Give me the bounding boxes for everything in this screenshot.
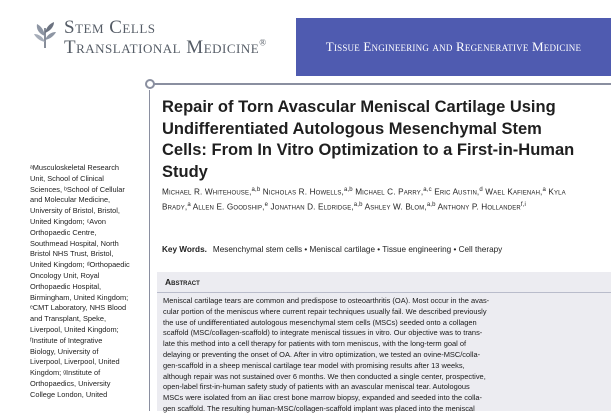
affiliation-line: Liverpool, Liverpool, United	[30, 357, 120, 367]
author-name: Anthony P. Hollander	[437, 202, 521, 212]
section-name: Tissue Engineering and Regenerative Medicine	[325, 39, 582, 54]
affiliation-line: Southmead Hospital, North	[30, 238, 119, 248]
author-affiliation-marker: f,i	[520, 202, 526, 209]
author-affiliation-marker: e	[264, 202, 269, 209]
section-banner	[296, 18, 611, 76]
author-name: Michael C. Parry,	[355, 187, 424, 197]
affiliation-line: and Molecular Medicine,	[30, 195, 111, 205]
abstract-line: MSCs were isolated from an iliac crest bone marrow biopsy, expanded and seeded into the colla-	[163, 393, 483, 403]
abstract-body	[163, 296, 607, 415]
affiliations	[30, 163, 145, 401]
abstract-line: the use of undifferentiated autologous mesenchymal stem cells (MSCs) seeded onto a collagen	[163, 317, 477, 327]
abstract-line: cular portion of the meniscus where current repair techniques usually fail. We described previously	[163, 306, 487, 316]
abstract-line: gen-scaffold in a sheep meniscal cartilage tear model with promising results after 13 weeks,	[163, 360, 465, 370]
author-name: Eric Austin,	[434, 187, 480, 197]
abstract-line: scaffold (MSC/collagen-scaffold) to integrate meniscal tissues in vitro. Our objective was to trans-	[163, 328, 483, 338]
author-list	[162, 184, 592, 214]
abstract-line: gen scaffold. The resulting human-MSC/collagen-scaffold implant was placed into the meniscal	[163, 403, 475, 413]
author-name: Nicholas R. Howells,	[262, 187, 344, 197]
affiliation-line: and Transplant, Speke,	[30, 314, 107, 324]
author-name: Kyla Brady,	[162, 187, 566, 212]
abstract-line: delaying or preventing the onset of OA. After in vitro optimization, we tested an ovine-MSC/colla-	[163, 349, 481, 359]
affiliation-line: Orthopaedic Centre,	[30, 227, 97, 237]
affiliation-line: Biology, University of	[30, 346, 99, 356]
author-name: Michael R. Whitehouse,	[162, 187, 252, 197]
author-name: Jonathan D. Eldridge,	[270, 202, 354, 212]
affiliation-line: Sciences, ᵇSchool of Cellular	[30, 184, 125, 194]
affiliation-line: ᶠInstitute of Integrative	[30, 335, 103, 345]
journal-name-line1: Stem Cells	[64, 17, 156, 38]
author-affiliation-marker: a	[542, 187, 546, 193]
affiliation-line: ᵉCMT Laboratory, NHS Blood	[30, 303, 127, 313]
affiliation-line: College London, United	[30, 389, 108, 399]
trademark-symbol: ®	[259, 37, 267, 48]
header-rule	[150, 83, 611, 85]
article-title: Repair of Torn Avascular Meniscal Cartilage Using Undifferentiated Autologous Mesenchymal Stem Cells: From In Vitro Optimization to a First-in-Human Study	[162, 98, 575, 181]
affiliation-line: Kingdom; ᵍInstitute of	[30, 368, 101, 378]
affiliation-line: Oncology Unit, Royal	[30, 270, 100, 280]
author-affiliation-marker: a	[187, 202, 191, 209]
author-affiliation-marker: d	[479, 187, 483, 193]
author-affiliation-marker: a,b	[343, 187, 353, 193]
keywords-text: Mesenchymal stem cells • Meniscal cartilage • Tissue engineering • Cell therapy	[212, 245, 503, 254]
author-affiliation-marker: a,c	[423, 187, 432, 193]
affiliation-line: Bristol NHS Trust, Bristol,	[30, 249, 114, 259]
keywords-line	[162, 245, 602, 254]
affiliation-line: Unit, School of Clinical	[30, 173, 104, 183]
keywords-label: Key Words.	[162, 245, 207, 254]
abstract-line: although repair was not sustained over 6 months. We then conducted a single center, prospective,	[163, 371, 486, 381]
abstract-divider	[157, 292, 611, 293]
author-affiliation-marker: a,b	[426, 202, 436, 209]
affiliation-line: United Kingdom; ᵈOrthopaedic	[30, 260, 130, 270]
column-divider	[149, 90, 150, 411]
abstract-line: open-label first-in-human safety study of patients with an avascular meniscal tear. Autologous	[163, 382, 470, 392]
author-name: Ashley W. Blom,	[364, 202, 427, 212]
abstract-line: late this method into a cell therapy for patients with torn meniscus, with the long-term goal of	[163, 339, 467, 349]
journal-name-line2: Translational Medicine®	[64, 37, 267, 58]
journal-logo-icon	[30, 20, 60, 50]
affiliation-line: Orthopaedic Hospital,	[30, 281, 102, 291]
affiliation-line: United Kingdom; ᶜAvon	[30, 216, 107, 226]
author-affiliation-marker: a,b	[353, 202, 363, 209]
author-name: Allen E. Goodship,	[192, 202, 265, 212]
affiliation-line: University of Bristol, Bristol,	[30, 206, 120, 216]
affiliation-line: Birmingham, United Kingdom;	[30, 292, 129, 302]
affiliation-line: Liverpool, United Kingdom;	[30, 324, 119, 334]
author-name: Wael Kafienah,	[485, 187, 543, 197]
abstract-line: Meniscal cartilage tears are common and predispose to osteoarthritis (OA). Most occur in the avas-	[163, 296, 490, 305]
rule-marker-icon	[145, 79, 155, 89]
affiliation-line: ᵃMusculoskeletal Research	[30, 163, 120, 172]
abstract-heading: Abstract	[165, 277, 200, 287]
affiliation-line: Orthopaedics, University	[30, 378, 111, 388]
author-affiliation-marker: a,b	[251, 187, 261, 193]
